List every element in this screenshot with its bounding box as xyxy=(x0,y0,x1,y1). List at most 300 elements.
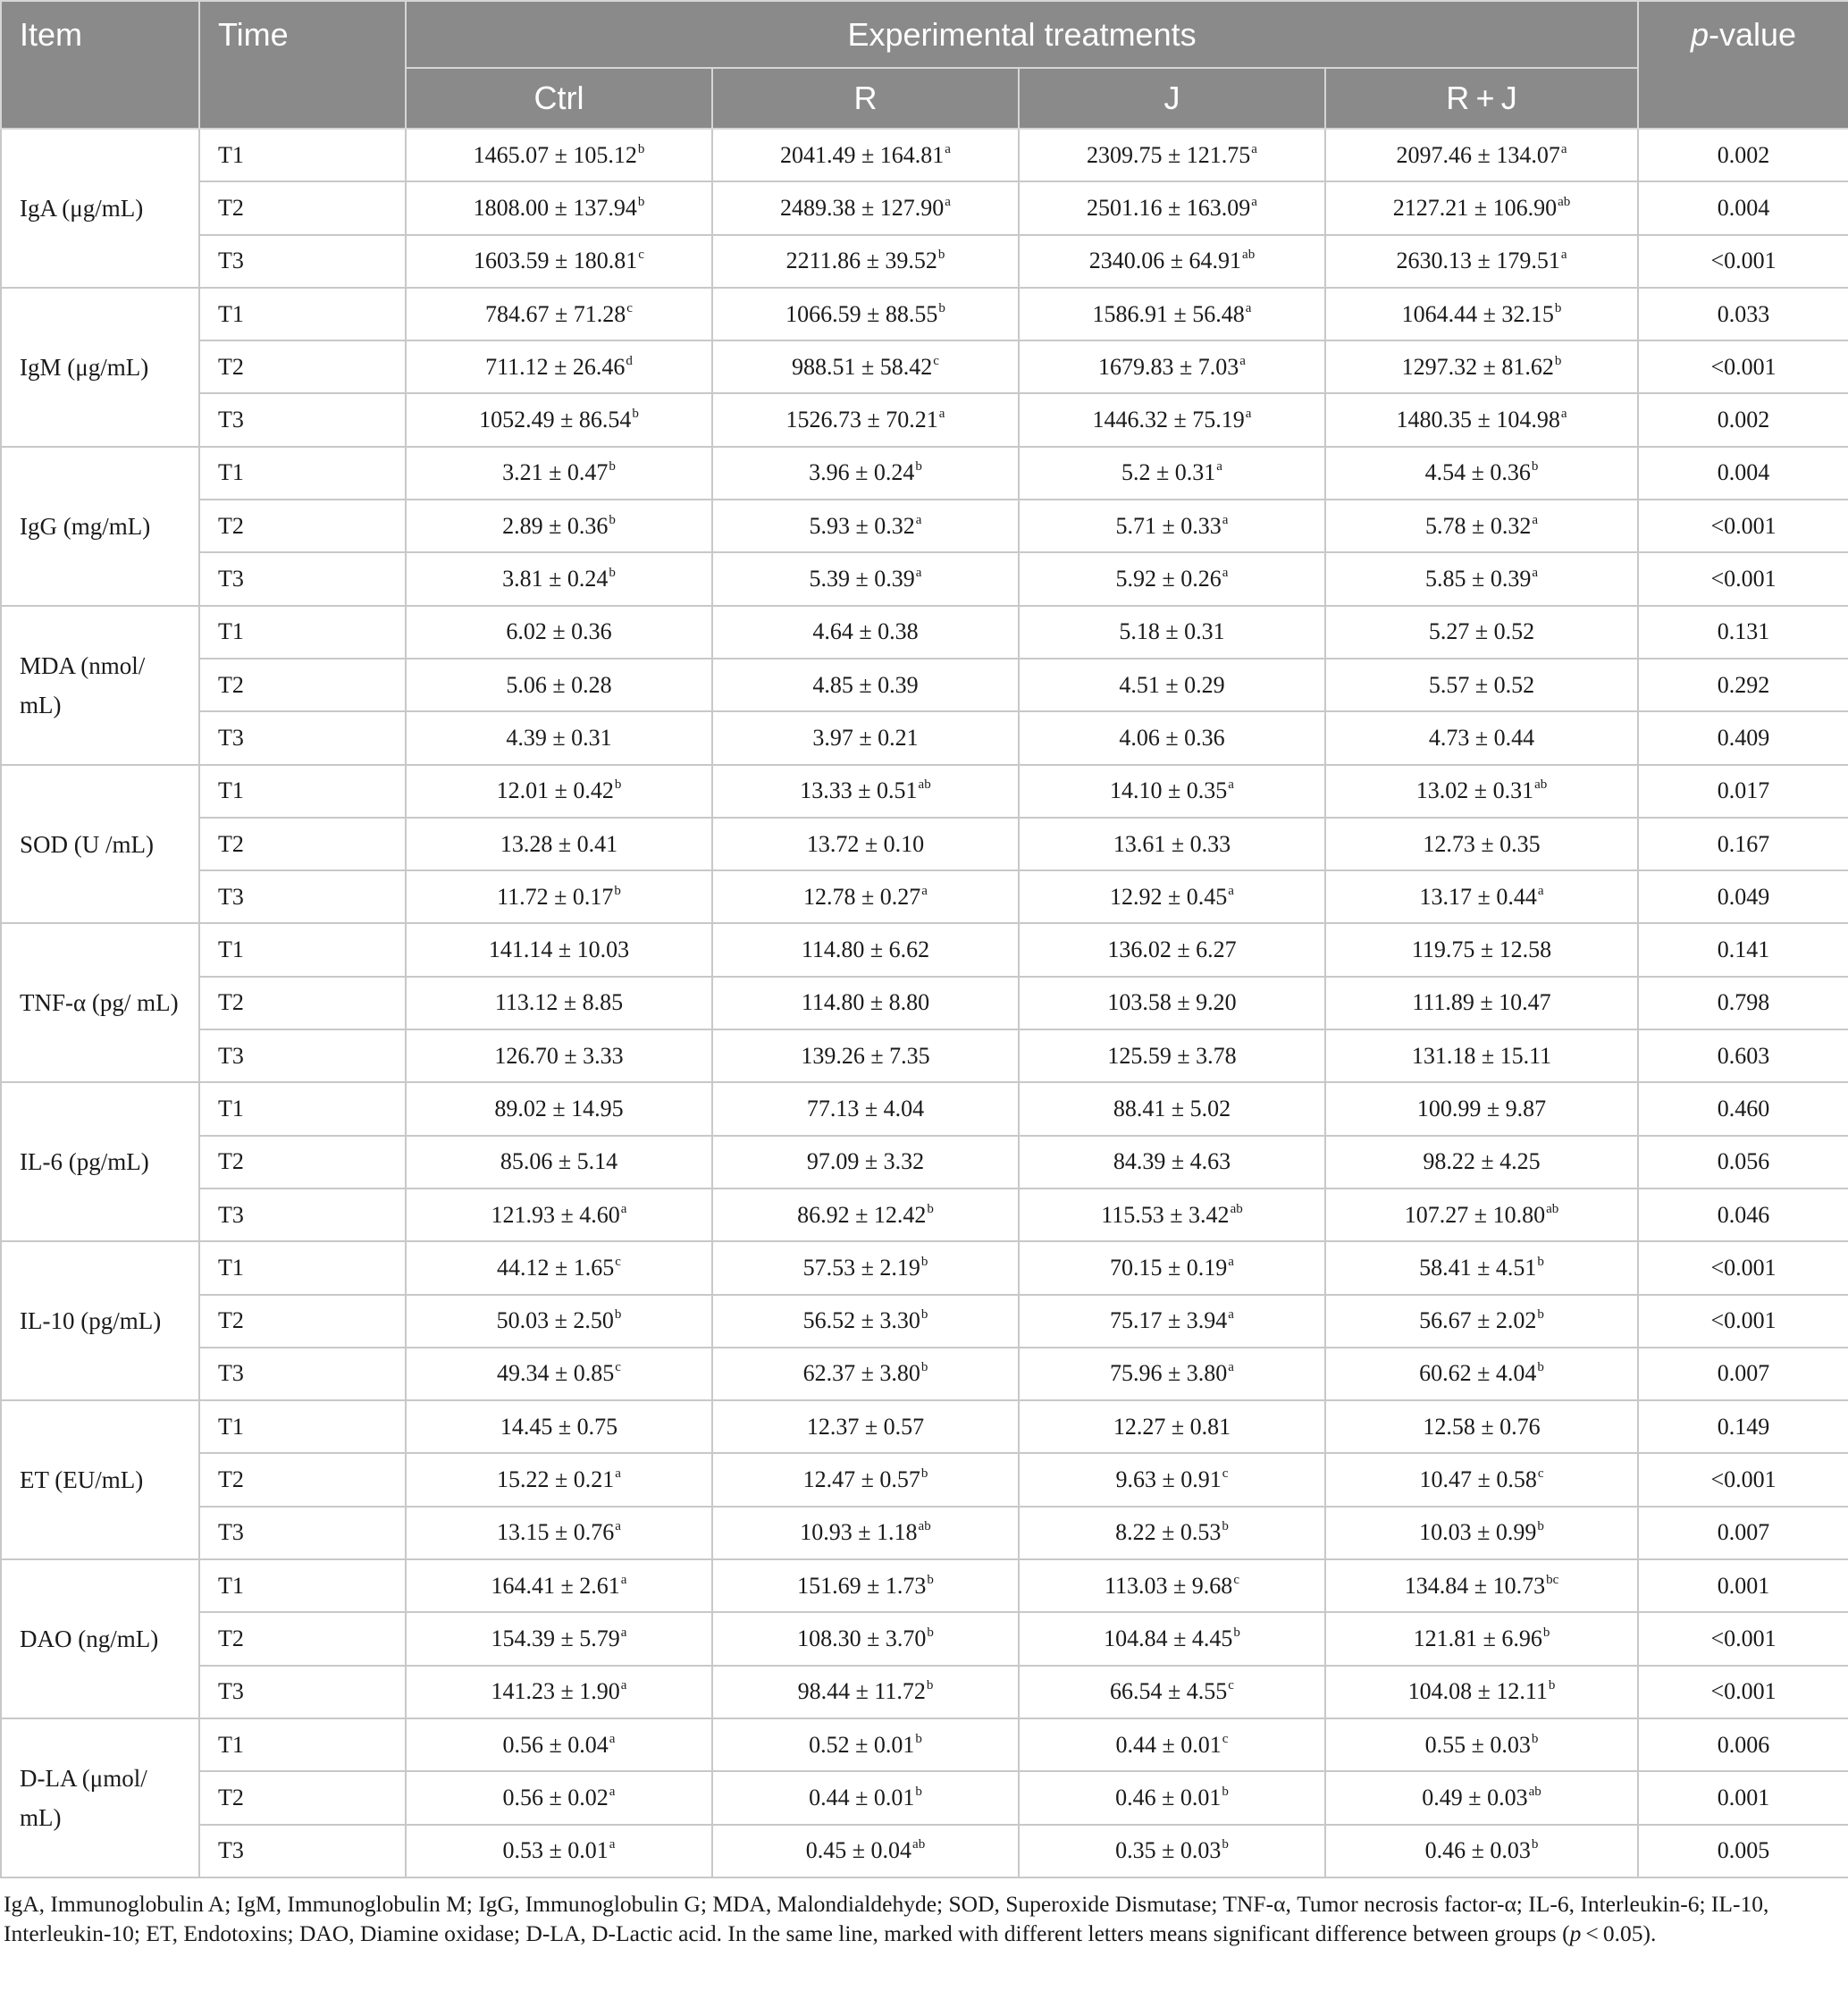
value-cell-r xyxy=(712,129,1019,181)
value-cell-ctrl xyxy=(406,181,712,234)
value-cell-r xyxy=(712,393,1019,446)
significance-letter: b xyxy=(915,1784,922,1799)
p-value-cell: <0.001 xyxy=(1638,500,1848,552)
significance-letter: a xyxy=(1228,883,1234,898)
mean-sd: 0.56 ± 0.02 xyxy=(502,1784,609,1810)
mean-sd: 711.12 ± 26.46 xyxy=(485,353,626,380)
table-row xyxy=(1,1453,1848,1506)
significance-letter: ab xyxy=(1546,1201,1559,1216)
value-cell-r xyxy=(712,818,1019,870)
time-label: T3 xyxy=(199,1029,406,1082)
p-value-cell: 0.017 xyxy=(1638,765,1848,818)
p-value-cell: 0.149 xyxy=(1638,1400,1848,1453)
mean-sd: 988.51 ± 58.42 xyxy=(792,353,933,380)
table-row xyxy=(1,235,1848,288)
table-row xyxy=(1,1348,1848,1400)
mean-sd: 56.52 ± 3.30 xyxy=(802,1307,920,1334)
mean-sd: 0.56 ± 0.04 xyxy=(502,1731,609,1758)
value-cell-r-plus-j xyxy=(1325,288,1638,340)
mean-sd: 0.46 ± 0.01 xyxy=(1115,1784,1222,1810)
p-value-cell: 0.007 xyxy=(1638,1507,1848,1559)
value-cell-ctrl xyxy=(406,500,712,552)
value-cell-j xyxy=(1019,1348,1325,1400)
mean-sd: 49.34 ± 0.85 xyxy=(497,1360,615,1387)
table-row xyxy=(1,1612,1848,1665)
value-cell-r-plus-j xyxy=(1325,870,1638,923)
p-value-cell: <0.001 xyxy=(1638,1295,1848,1348)
mean-sd: 103.58 ± 9.20 xyxy=(1107,989,1237,1016)
mean-sd: 5.2 ± 0.31 xyxy=(1121,459,1216,486)
item-label: IL-10 (pg/mL) xyxy=(1,1241,199,1400)
value-cell-j xyxy=(1019,181,1325,234)
mean-sd: 14.45 ± 0.75 xyxy=(500,1413,618,1440)
mean-sd: 2.89 ± 0.36 xyxy=(502,512,609,539)
mean-sd: 141.23 ± 1.90 xyxy=(491,1678,620,1705)
time-label: T2 xyxy=(199,1771,406,1824)
time-label: T3 xyxy=(199,1825,406,1877)
value-cell-r xyxy=(712,870,1019,923)
p-value-cell: <0.001 xyxy=(1638,1453,1848,1506)
table-row xyxy=(1,1082,1848,1135)
mean-sd: 2501.16 ± 163.09 xyxy=(1087,194,1251,221)
significance-letter: a xyxy=(620,1572,627,1587)
value-cell-j xyxy=(1019,1295,1325,1348)
table-row xyxy=(1,977,1848,1029)
significance-letter: a xyxy=(1245,300,1252,315)
mean-sd: 5.39 ± 0.39 xyxy=(809,566,915,592)
mean-sd: 113.12 ± 8.85 xyxy=(494,989,624,1016)
mean-sd: 85.06 ± 5.14 xyxy=(500,1148,618,1175)
table-row xyxy=(1,1400,1848,1453)
mean-sd: 0.45 ± 0.04 xyxy=(805,1837,912,1864)
mean-sd: 2630.13 ± 179.51 xyxy=(1396,248,1560,274)
value-cell-r-plus-j xyxy=(1325,552,1638,605)
value-cell-ctrl xyxy=(406,552,712,605)
value-cell-r-plus-j xyxy=(1325,340,1638,393)
table-row xyxy=(1,1718,1848,1771)
significance-letter: a xyxy=(1228,1360,1234,1375)
value-cell-r-plus-j xyxy=(1325,977,1638,1029)
footnote-text-end: < 0.05). xyxy=(1581,1919,1657,1946)
time-label: T1 xyxy=(199,765,406,818)
significance-letter: b xyxy=(1548,1678,1556,1693)
value-cell-ctrl xyxy=(406,1718,712,1771)
value-cell-r-plus-j xyxy=(1325,659,1638,711)
header-treatment-ctrl: Ctrl xyxy=(406,68,712,129)
value-cell-j xyxy=(1019,1082,1325,1135)
significance-letter: a xyxy=(1560,248,1567,263)
significance-letter: b xyxy=(609,566,616,581)
significance-letter: a xyxy=(609,1837,616,1852)
significance-letter: ab xyxy=(1528,1784,1541,1799)
value-cell-ctrl xyxy=(406,1825,712,1877)
mean-sd: 1297.32 ± 81.62 xyxy=(1401,353,1554,380)
p-value-cell: 0.141 xyxy=(1638,923,1848,976)
time-label: T3 xyxy=(199,711,406,764)
p-value-cell: 0.131 xyxy=(1638,606,1848,659)
mean-sd: 4.06 ± 0.36 xyxy=(1119,724,1225,751)
value-cell-ctrl xyxy=(406,1189,712,1241)
mean-sd: 13.33 ± 0.51 xyxy=(800,777,918,804)
item-label: SOD (U /mL) xyxy=(1,765,199,924)
value-cell-ctrl xyxy=(406,393,712,446)
value-cell-r xyxy=(712,1136,1019,1189)
value-cell-r xyxy=(712,1189,1019,1241)
mean-sd: 131.18 ± 15.11 xyxy=(1411,1042,1552,1069)
significance-letter: b xyxy=(1537,1519,1544,1534)
significance-letter: a xyxy=(915,566,922,581)
significance-letter: a xyxy=(620,1678,627,1693)
value-cell-j xyxy=(1019,500,1325,552)
p-value-cell: 0.007 xyxy=(1638,1348,1848,1400)
time-label: T2 xyxy=(199,977,406,1029)
mean-sd: 4.54 ± 0.36 xyxy=(1424,459,1531,486)
value-cell-r xyxy=(712,1825,1019,1877)
value-cell-r-plus-j xyxy=(1325,1771,1638,1824)
significance-letter: a xyxy=(1228,777,1234,793)
value-cell-r-plus-j xyxy=(1325,1189,1638,1241)
mean-sd: 4.64 ± 0.38 xyxy=(812,618,919,645)
mean-sd: 114.80 ± 8.80 xyxy=(801,989,930,1016)
mean-sd: 139.26 ± 7.35 xyxy=(801,1042,930,1069)
table-row xyxy=(1,1029,1848,1082)
mean-sd: 8.22 ± 0.53 xyxy=(1115,1519,1222,1546)
time-label: T1 xyxy=(199,1082,406,1135)
value-cell-r-plus-j xyxy=(1325,923,1638,976)
mean-sd: 151.69 ± 1.73 xyxy=(797,1572,927,1599)
item-label: D-LA (μmol/ mL) xyxy=(1,1718,199,1877)
mean-sd: 1052.49 ± 86.54 xyxy=(479,407,632,433)
mean-sd: 5.06 ± 0.28 xyxy=(506,671,612,698)
mean-sd: 5.92 ± 0.26 xyxy=(1115,566,1222,592)
p-value-cell: 0.004 xyxy=(1638,447,1848,500)
value-cell-r xyxy=(712,340,1019,393)
value-cell-j xyxy=(1019,818,1325,870)
time-label: T3 xyxy=(199,1666,406,1718)
significance-letter: bc xyxy=(1546,1572,1559,1587)
table-row xyxy=(1,1559,1848,1612)
mean-sd: 134.84 ± 10.73 xyxy=(1404,1572,1546,1599)
value-cell-ctrl xyxy=(406,1771,712,1824)
time-label: T1 xyxy=(199,1241,406,1294)
mean-sd: 4.51 ± 0.29 xyxy=(1119,671,1225,698)
value-cell-r xyxy=(712,977,1019,1029)
value-cell-r xyxy=(712,1029,1019,1082)
table-row xyxy=(1,393,1848,446)
p-value-cell: 0.460 xyxy=(1638,1082,1848,1135)
table-row xyxy=(1,818,1848,870)
mean-sd: 3.96 ± 0.24 xyxy=(809,459,915,486)
significance-letter: a xyxy=(1560,407,1567,422)
table-row xyxy=(1,129,1848,181)
table-row xyxy=(1,870,1848,923)
mean-sd: 9.63 ± 0.91 xyxy=(1115,1466,1222,1493)
value-cell-ctrl xyxy=(406,1082,712,1135)
header-p-value xyxy=(1638,1,1848,129)
item-label: IL-6 (pg/mL) xyxy=(1,1082,199,1241)
mean-sd: 75.17 ± 3.94 xyxy=(1110,1307,1228,1334)
significance-letter: c xyxy=(615,1360,621,1375)
mean-sd: 0.44 ± 0.01 xyxy=(1115,1731,1222,1758)
p-value-cell: 0.006 xyxy=(1638,1718,1848,1771)
significance-letter: b xyxy=(937,248,945,263)
value-cell-r-plus-j xyxy=(1325,1453,1638,1506)
mean-sd: 12.47 ± 0.57 xyxy=(802,1466,920,1493)
value-cell-ctrl xyxy=(406,1241,712,1294)
p-value-cell: 0.167 xyxy=(1638,818,1848,870)
mean-sd: 1679.83 ± 7.03 xyxy=(1098,353,1239,380)
p-value-cell: <0.001 xyxy=(1638,552,1848,605)
significance-letter: a xyxy=(1532,566,1538,581)
significance-letter: b xyxy=(915,1731,922,1746)
mean-sd: 70.15 ± 0.19 xyxy=(1110,1254,1228,1281)
mean-sd: 13.28 ± 0.41 xyxy=(500,830,618,857)
table-body xyxy=(1,129,1848,1877)
header-item: Item xyxy=(1,1,199,129)
value-cell-r xyxy=(712,765,1019,818)
value-cell-j xyxy=(1019,235,1325,288)
header-treatment-r-plus-j: R + J xyxy=(1325,68,1638,129)
mean-sd: 13.15 ± 0.76 xyxy=(497,1519,615,1546)
item-label: DAO (ng/mL) xyxy=(1,1559,199,1718)
significance-letter: b xyxy=(1542,1625,1550,1640)
value-cell-j xyxy=(1019,1241,1325,1294)
value-cell-r-plus-j xyxy=(1325,393,1638,446)
time-label: T1 xyxy=(199,129,406,181)
mean-sd: 66.54 ± 4.55 xyxy=(1110,1678,1228,1705)
mean-sd: 13.17 ± 0.44 xyxy=(1419,883,1537,910)
table-row xyxy=(1,340,1848,393)
mean-sd: 1066.59 ± 88.55 xyxy=(785,300,938,327)
value-cell-j xyxy=(1019,765,1325,818)
significance-letter: ab xyxy=(918,1519,931,1534)
item-label: MDA (nmol/ mL) xyxy=(1,606,199,765)
value-cell-r-plus-j xyxy=(1325,1136,1638,1189)
time-label: T3 xyxy=(199,870,406,923)
mean-sd: 2309.75 ± 121.75 xyxy=(1087,141,1251,168)
mean-sd: 114.80 ± 6.62 xyxy=(801,937,930,963)
significance-letter: b xyxy=(1531,459,1539,475)
time-label: T1 xyxy=(199,288,406,340)
significance-letter: c xyxy=(626,300,633,315)
value-cell-j xyxy=(1019,870,1325,923)
significance-letter: a xyxy=(1245,407,1252,422)
significance-letter: c xyxy=(615,1254,621,1269)
mean-sd: 108.30 ± 3.70 xyxy=(797,1625,927,1651)
mean-sd: 164.41 ± 2.61 xyxy=(491,1572,620,1599)
mean-sd: 0.49 ± 0.03 xyxy=(1422,1784,1528,1810)
mean-sd: 10.47 ± 0.58 xyxy=(1419,1466,1537,1493)
time-label: T2 xyxy=(199,1295,406,1348)
value-cell-j xyxy=(1019,1189,1325,1241)
p-value-cell: 0.603 xyxy=(1638,1029,1848,1082)
value-cell-r xyxy=(712,1666,1019,1718)
mean-sd: 5.18 ± 0.31 xyxy=(1119,618,1225,645)
significance-letter: c xyxy=(1537,1466,1544,1482)
value-cell-j xyxy=(1019,1029,1325,1082)
mean-sd: 2041.49 ± 164.81 xyxy=(780,141,945,168)
value-cell-r-plus-j xyxy=(1325,1029,1638,1082)
value-cell-j xyxy=(1019,606,1325,659)
mean-sd: 12.58 ± 0.76 xyxy=(1423,1413,1541,1440)
mean-sd: 97.09 ± 3.32 xyxy=(806,1148,925,1175)
mean-sd: 1064.44 ± 32.15 xyxy=(1401,300,1554,327)
value-cell-j xyxy=(1019,1136,1325,1189)
value-cell-r-plus-j xyxy=(1325,1241,1638,1294)
mean-sd: 88.41 ± 5.02 xyxy=(1113,1095,1231,1121)
p-value-cell: <0.001 xyxy=(1638,1666,1848,1718)
significance-letter: b xyxy=(614,883,621,898)
value-cell-r xyxy=(712,1295,1019,1348)
value-cell-j xyxy=(1019,923,1325,976)
value-cell-ctrl xyxy=(406,870,712,923)
significance-letter: a xyxy=(1216,459,1222,475)
value-cell-r-plus-j xyxy=(1325,818,1638,870)
p-value-cell: 0.001 xyxy=(1638,1559,1848,1612)
value-cell-r xyxy=(712,1771,1019,1824)
table-row xyxy=(1,923,1848,976)
significance-letter: a xyxy=(1222,566,1229,581)
value-cell-r-plus-j xyxy=(1325,1666,1638,1718)
significance-letter: a xyxy=(915,512,922,527)
mean-sd: 15.22 ± 0.21 xyxy=(497,1466,615,1493)
mean-sd: 107.27 ± 10.80 xyxy=(1404,1201,1546,1228)
value-cell-ctrl xyxy=(406,659,712,711)
significance-letter: c xyxy=(638,248,644,263)
significance-letter: ab xyxy=(1242,248,1256,263)
significance-letter: c xyxy=(933,353,939,368)
mean-sd: 44.12 ± 1.65 xyxy=(497,1254,615,1281)
table-row xyxy=(1,1189,1848,1241)
table-row xyxy=(1,1295,1848,1348)
significance-letter: ab xyxy=(912,1837,926,1852)
value-cell-ctrl xyxy=(406,765,712,818)
table-row xyxy=(1,447,1848,500)
mean-sd: 6.02 ± 0.36 xyxy=(506,618,612,645)
p-value-cell: 0.002 xyxy=(1638,393,1848,446)
value-cell-ctrl xyxy=(406,1029,712,1082)
time-label: T3 xyxy=(199,552,406,605)
value-cell-j xyxy=(1019,552,1325,605)
p-value-cell: 0.001 xyxy=(1638,1771,1848,1824)
value-cell-r-plus-j xyxy=(1325,1348,1638,1400)
significance-letter: c xyxy=(1222,1466,1229,1482)
value-cell-j xyxy=(1019,1507,1325,1559)
value-cell-ctrl xyxy=(406,129,712,181)
time-label: T3 xyxy=(199,1348,406,1400)
value-cell-j xyxy=(1019,1718,1325,1771)
mean-sd: 119.75 ± 12.58 xyxy=(1411,937,1552,963)
mean-sd: 75.96 ± 3.80 xyxy=(1110,1360,1228,1387)
significance-letter: b xyxy=(920,1307,928,1323)
value-cell-r-plus-j xyxy=(1325,235,1638,288)
mean-sd: 115.53 ± 3.42 xyxy=(1101,1201,1230,1228)
mean-sd: 5.85 ± 0.39 xyxy=(1425,566,1532,592)
value-cell-r-plus-j xyxy=(1325,1400,1638,1453)
item-label: ET (EU/mL) xyxy=(1,1400,199,1559)
time-label: T2 xyxy=(199,1136,406,1189)
value-cell-ctrl xyxy=(406,977,712,1029)
p-value-cell: <0.001 xyxy=(1638,1612,1848,1665)
significance-letter: b xyxy=(1554,353,1562,368)
header-p-rest: -value xyxy=(1709,16,1797,53)
value-cell-ctrl xyxy=(406,1400,712,1453)
significance-letter: a xyxy=(921,883,928,898)
mean-sd: 3.97 ± 0.21 xyxy=(812,724,919,751)
value-cell-ctrl xyxy=(406,818,712,870)
mean-sd: 12.27 ± 0.81 xyxy=(1113,1413,1231,1440)
value-cell-ctrl xyxy=(406,1507,712,1559)
time-label: T3 xyxy=(199,1507,406,1559)
time-label: T2 xyxy=(199,1612,406,1665)
time-label: T3 xyxy=(199,1189,406,1241)
mean-sd: 2097.46 ± 134.07 xyxy=(1396,141,1560,168)
value-cell-r-plus-j xyxy=(1325,129,1638,181)
significance-letter: d xyxy=(626,353,633,368)
mean-sd: 3.81 ± 0.24 xyxy=(502,566,609,592)
value-cell-ctrl xyxy=(406,1453,712,1506)
value-cell-ctrl xyxy=(406,235,712,288)
item-label: IgM (μg/mL) xyxy=(1,288,199,447)
p-value-cell: 0.002 xyxy=(1638,129,1848,181)
value-cell-ctrl xyxy=(406,288,712,340)
footnote-p-italic: p xyxy=(1569,1919,1582,1946)
p-value-cell: 0.005 xyxy=(1638,1825,1848,1877)
value-cell-r xyxy=(712,1241,1019,1294)
p-value-cell: 0.798 xyxy=(1638,977,1848,1029)
header-treatment-r: R xyxy=(712,68,1019,129)
value-cell-j xyxy=(1019,288,1325,340)
significance-letter: a xyxy=(1222,512,1229,527)
p-value-cell: 0.409 xyxy=(1638,711,1848,764)
value-cell-j xyxy=(1019,340,1325,393)
value-cell-r xyxy=(712,1612,1019,1665)
significance-letter: a xyxy=(1532,512,1538,527)
mean-sd: 98.22 ± 4.25 xyxy=(1423,1148,1541,1175)
p-value-cell: 0.004 xyxy=(1638,181,1848,234)
mean-sd: 0.35 ± 0.03 xyxy=(1115,1837,1222,1864)
time-label: T2 xyxy=(199,818,406,870)
mean-sd: 11.72 ± 0.17 xyxy=(497,883,614,910)
significance-letter: a xyxy=(938,407,945,422)
mean-sd: 2489.38 ± 127.90 xyxy=(780,194,945,221)
significance-letter: ab xyxy=(1230,1201,1243,1216)
value-cell-j xyxy=(1019,447,1325,500)
significance-letter: b xyxy=(920,1360,928,1375)
mean-sd: 1526.73 ± 70.21 xyxy=(785,407,938,433)
value-cell-ctrl xyxy=(406,340,712,393)
value-cell-j xyxy=(1019,977,1325,1029)
mean-sd: 2211.86 ± 39.52 xyxy=(785,248,937,274)
value-cell-ctrl xyxy=(406,1136,712,1189)
value-cell-ctrl xyxy=(406,1666,712,1718)
table-row xyxy=(1,1825,1848,1877)
header-treatment-j: J xyxy=(1019,68,1325,129)
time-label: T3 xyxy=(199,235,406,288)
significance-letter: a xyxy=(615,1466,621,1482)
significance-letter: b xyxy=(1222,1837,1229,1852)
significance-letter: b xyxy=(927,1572,934,1587)
mean-sd: 121.81 ± 6.96 xyxy=(1413,1625,1542,1651)
mean-sd: 5.93 ± 0.32 xyxy=(809,512,915,539)
value-cell-j xyxy=(1019,1453,1325,1506)
significance-letter: b xyxy=(632,407,639,422)
significance-letter: b xyxy=(1222,1784,1229,1799)
significance-letter: b xyxy=(1554,300,1562,315)
mean-sd: 104.08 ± 12.11 xyxy=(1407,1678,1548,1705)
table-row xyxy=(1,1507,1848,1559)
table-row xyxy=(1,1771,1848,1824)
